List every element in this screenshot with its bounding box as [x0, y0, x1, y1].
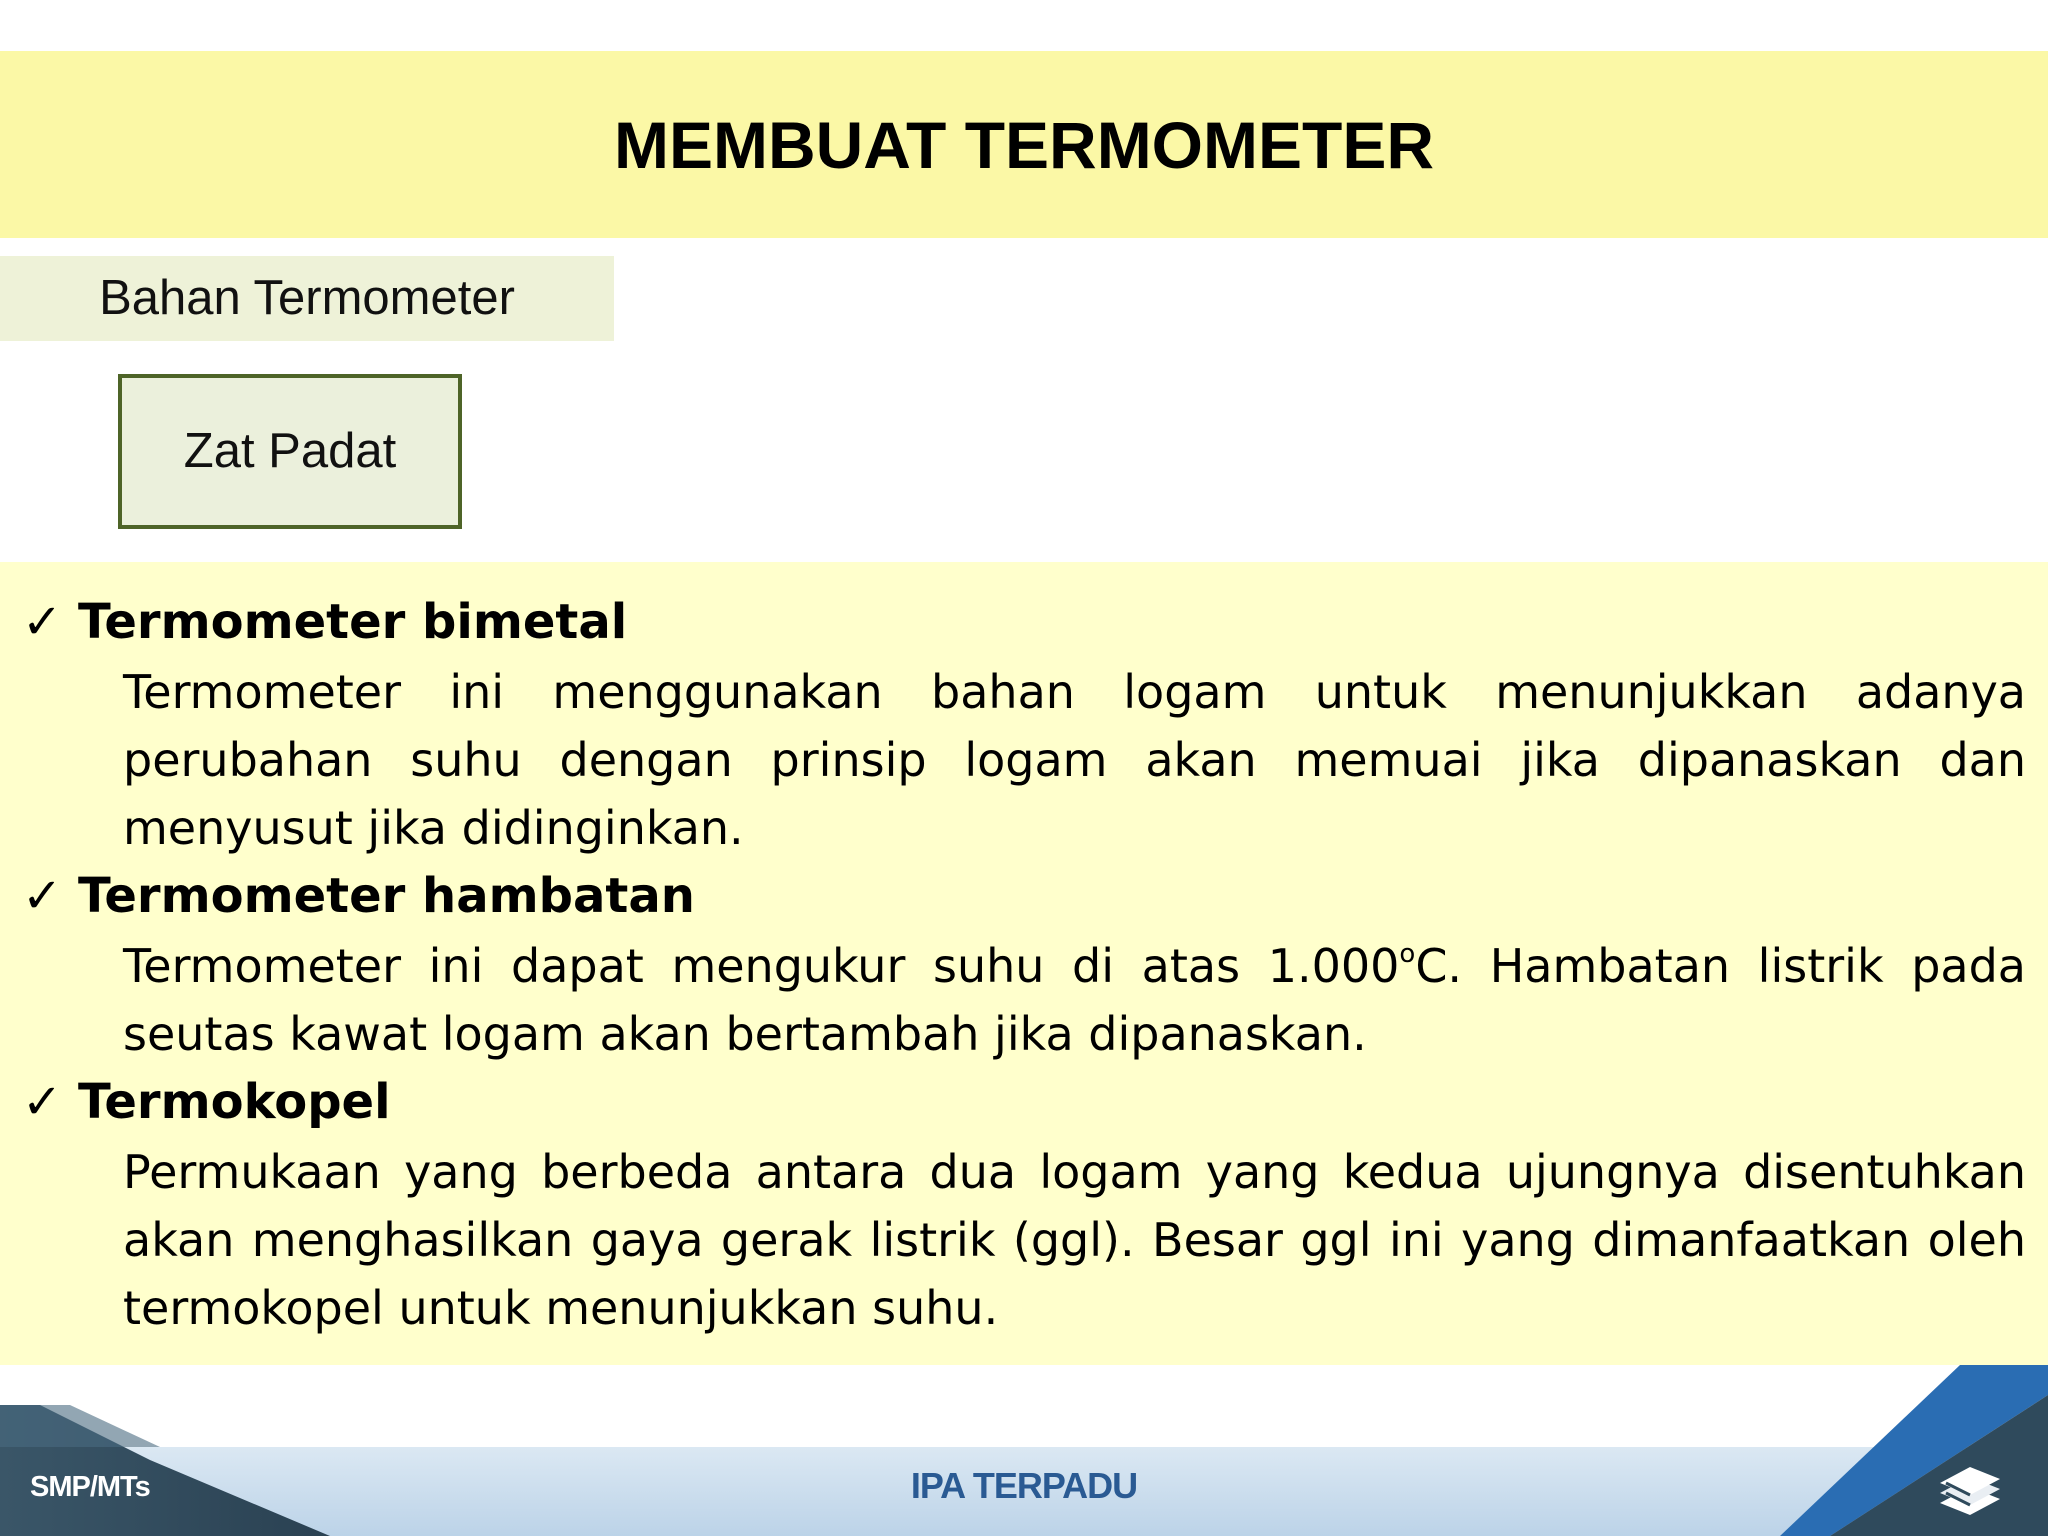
footer-banner: [0, 1365, 2048, 1536]
footer-subject: IPA TERPADU: [910, 1465, 1138, 1506]
degree-superscript: o: [1399, 939, 1416, 969]
item-heading-text: Termokopel: [78, 1074, 391, 1130]
item-body-bimetal: Termometer ini menggunakan bahan logam untuk menunjukkan adanya perubahan suhu dengan prinsip logam akan memuai jika dipanaskan dan menyusut jika didinginkan.: [123, 665, 2026, 855]
item-heading-hambatan: [22, 862, 695, 930]
footer-graphic: [0, 1365, 2048, 1536]
item-body-text: C. Hambatan listrik pada seutas kawat logam akan bertambah jika dipanaskan.: [123, 939, 2026, 1061]
item-heading-text: Termometer hambatan: [78, 868, 695, 924]
item-heading-termokopel: [22, 1068, 391, 1136]
slide-title: MEMBUAT TERMOMETER: [613, 108, 1435, 182]
footer-left-accent: [0, 1405, 160, 1447]
section-label: Bahan Termometer: [99, 271, 515, 325]
item-heading-bimetal: [22, 588, 627, 656]
category-box: Zat Padat: [118, 374, 462, 529]
item-body-termokopel: Permukaan yang berbeda antara dua logam yang kedua ujungnya disentuhkan akan menghasilkan gaya gerak listrik (ggl). Besar ggl ini yang dimanfaatkan oleh termokopel untuk menunjukkan suhu.: [123, 1145, 2026, 1335]
item-body-text: Termometer ini dapat mengukur suhu di atas 1.000: [123, 939, 1400, 993]
footer-school-level: SMP/MTs: [30, 1471, 150, 1503]
item-body-hambatan: [123, 932, 2026, 1068]
check-icon: ✓: [22, 594, 63, 650]
check-icon: ✓: [22, 868, 63, 924]
item-heading-text: Termometer bimetal: [78, 594, 628, 650]
check-icon: ✓: [22, 1074, 63, 1130]
